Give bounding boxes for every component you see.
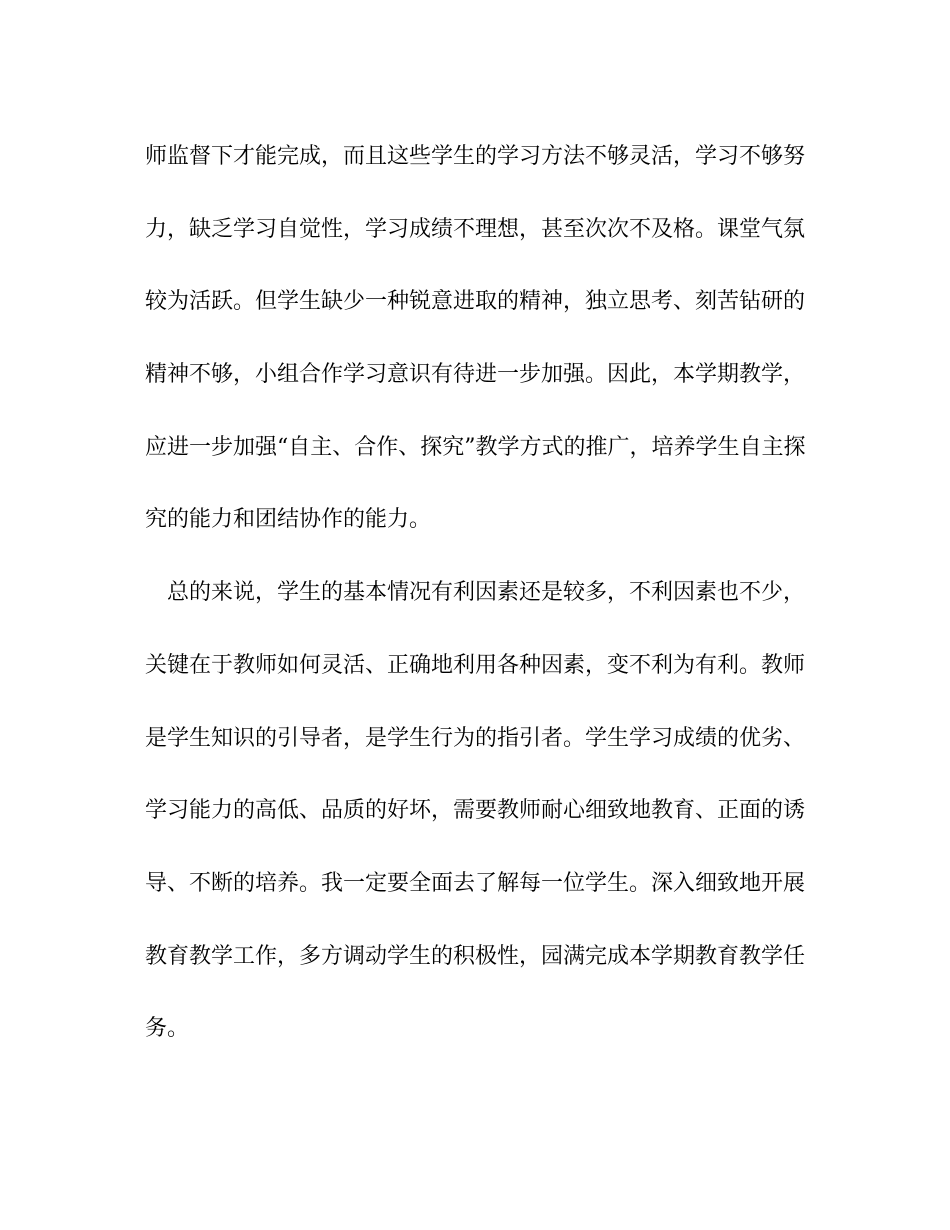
text-line: 应进一步加强“自主、合作、探究”教学方式的推广，培养学生自主探 bbox=[145, 434, 806, 460]
text-line: 较为活跃。但学生缺少一种锐意进取的精神，独立思考、刻苦钻研的 bbox=[145, 289, 806, 315]
paragraph-first-line: 总的来说，学生的基本情况有利因素还是较多，不利因素也不少， bbox=[167, 580, 806, 606]
text-line: 导、不断的培养。我一定要全面去了解每一位学生。深入细致地开展 bbox=[145, 870, 806, 896]
text-line: 精神不够，小组合作学习意识有待进一步加强。因此，本学期教学， bbox=[145, 362, 806, 388]
text-line: 务。 bbox=[145, 1016, 190, 1042]
text-line: 关键在于教师如何灵活、正确地利用各种因素，变不利为有利。教师 bbox=[145, 652, 806, 678]
text-line: 学习能力的高低、品质的好坏，需要教师耐心细致地教育、正面的诱 bbox=[145, 798, 806, 824]
document-body bbox=[145, 133, 805, 1078]
text-line: 是学生知识的引导者，是学生行为的指引者。学生学习成绩的优劣、 bbox=[145, 725, 806, 751]
text-line: 究的能力和团结协作的能力。 bbox=[145, 507, 432, 533]
text-line: 教育教学工作，多方调动学生的积极性，园满完成本学期教育教学任 bbox=[145, 943, 806, 969]
text-line: 力，缺乏学习自觉性，学习成绩不理想，甚至次次不及格。课堂气氛 bbox=[145, 216, 806, 242]
text-line: 师监督下才能完成，而且这些学生的学习方法不够灵活，学习不够努 bbox=[145, 144, 806, 169]
